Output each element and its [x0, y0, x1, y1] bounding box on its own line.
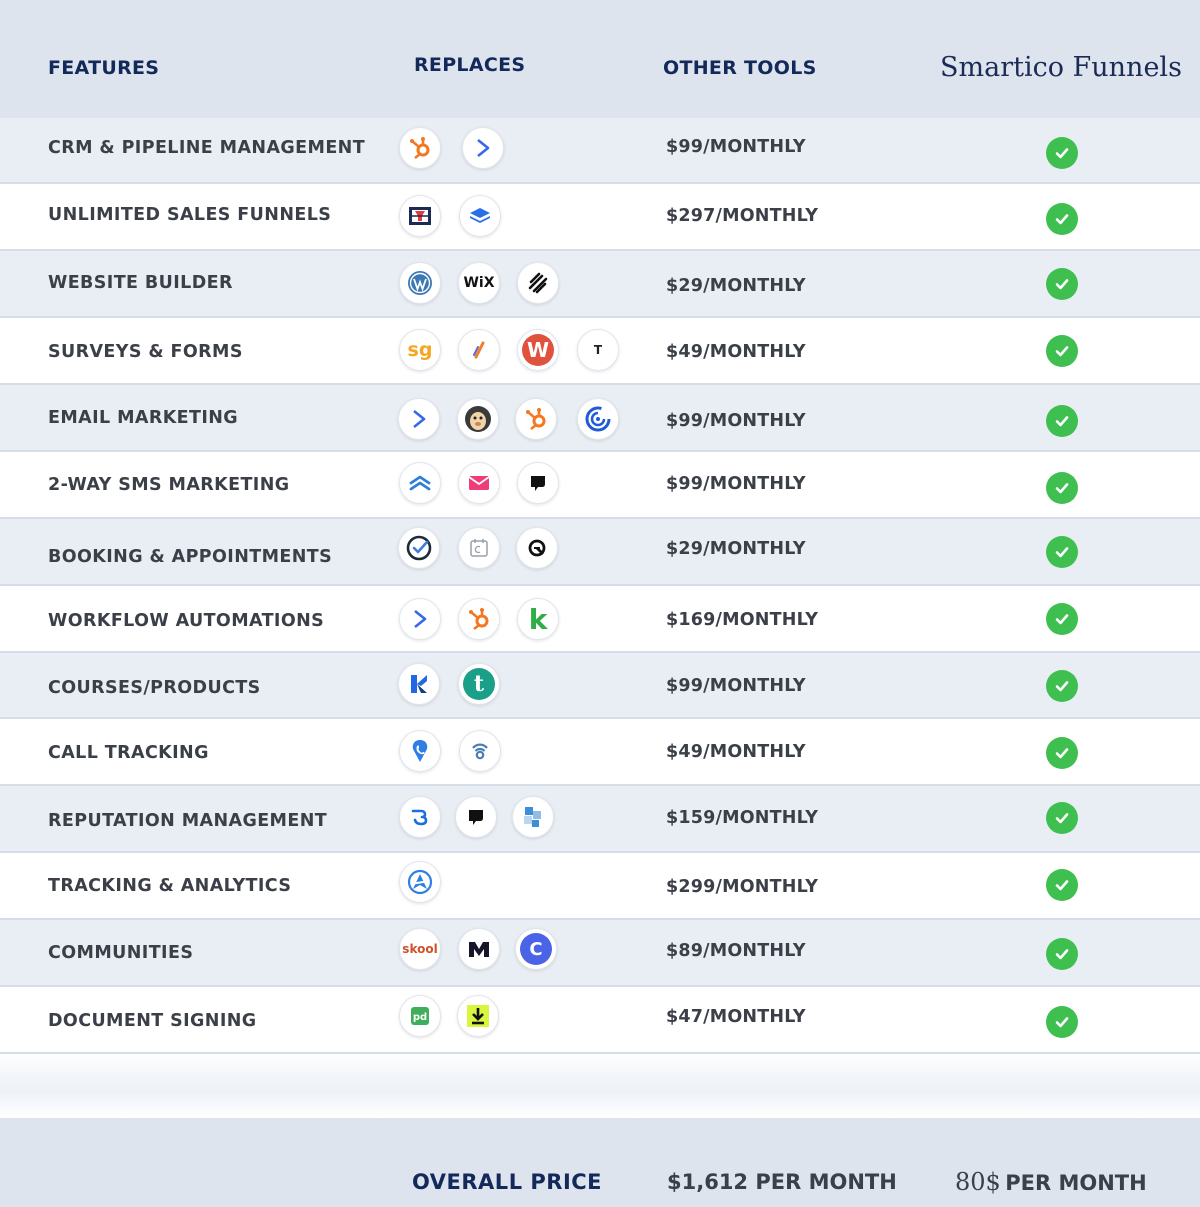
constantcontact-icon — [577, 398, 619, 440]
table-row — [0, 452, 1200, 519]
feature-label: CALL TRACKING — [48, 743, 209, 763]
activecampaign-icon — [398, 398, 440, 440]
typeform-icon: T — [577, 329, 619, 371]
wufoo-icon: W — [517, 329, 559, 371]
other-tools-column-heading: OTHER TOOLS — [663, 57, 817, 79]
other-tools-price: $29/MONTHLY — [666, 539, 806, 559]
other-tools-price: $299/MONTHLY — [666, 877, 819, 897]
table-row — [0, 920, 1200, 987]
check-icon — [1046, 335, 1078, 367]
smartico-total-price — [955, 1168, 1147, 1196]
hubspot-icon — [515, 398, 557, 440]
table-row — [0, 719, 1200, 786]
feature-label: WORKFLOW AUTOMATIONS — [48, 611, 325, 631]
check-icon — [1046, 137, 1078, 169]
hubspot-icon — [399, 127, 441, 169]
feature-label: REPUTATION MANAGEMENT — [48, 811, 328, 831]
check-icon — [1046, 472, 1078, 504]
wordpress-icon — [399, 262, 441, 304]
scheduleonce-icon — [516, 527, 558, 569]
table-row — [0, 385, 1200, 452]
table-header — [0, 0, 1200, 118]
svg-text:pd: pd — [412, 1012, 428, 1023]
circle-icon: C — [515, 928, 557, 970]
other-tools-price: $169/MONTHLY — [666, 610, 819, 630]
table-row — [0, 853, 1200, 920]
other-tools-total-price: $1,612 PER MONTH — [667, 1170, 897, 1194]
spacer — [0, 1054, 1200, 1118]
other-tools-price: $47/MONTHLY — [666, 1007, 806, 1027]
other-tools-price: $99/MONTHLY — [666, 137, 806, 157]
table-row — [0, 118, 1200, 184]
other-tools-price: $297/MONTHLY — [666, 206, 819, 226]
smartico-price-amount: 80$ — [955, 1168, 1001, 1196]
mailgun-icon — [458, 462, 500, 504]
mailchimp-icon — [457, 398, 499, 440]
table-row — [0, 184, 1200, 251]
table-row — [0, 519, 1200, 586]
check-icon — [1046, 737, 1078, 769]
features-column-heading: FEATURES — [48, 57, 160, 79]
acuity-icon — [398, 527, 440, 569]
leadpages-icon — [459, 195, 501, 237]
pandadoc-icon — [399, 995, 441, 1037]
mighty-networks-icon — [458, 928, 500, 970]
other-tools-price: $159/MONTHLY — [666, 808, 819, 828]
feature-label: UNLIMITED SALES FUNNELS — [48, 205, 332, 225]
table-row — [0, 318, 1200, 385]
podium-icon — [455, 796, 497, 838]
wix-icon: WiX — [458, 262, 500, 304]
jotform-icon — [458, 329, 500, 371]
other-tools-price: $49/MONTHLY — [666, 342, 806, 362]
activecampaign-icon — [399, 598, 441, 640]
check-icon — [1046, 405, 1078, 437]
table-row — [0, 653, 1200, 719]
other-tools-price: $99/MONTHLY — [666, 676, 806, 696]
hubspot-icon — [458, 598, 500, 640]
check-icon — [1046, 536, 1078, 568]
squarespace-icon — [517, 262, 559, 304]
smartico-price-period: PER MONTH — [1005, 1171, 1147, 1195]
feature-label: 2-WAY SMS MARKETING — [48, 475, 290, 495]
feature-label: BOOKING & APPOINTMENTS — [48, 547, 333, 567]
overall-price-label: OVERALL PRICE — [412, 1170, 603, 1194]
kajabi-icon — [398, 663, 440, 705]
yext-icon — [512, 796, 554, 838]
check-icon — [1046, 670, 1078, 702]
feature-label: WEBSITE BUILDER — [48, 273, 233, 293]
activecampaign-icon — [462, 127, 504, 169]
check-icon — [1046, 1006, 1078, 1038]
keap-icon: k — [517, 598, 559, 640]
smartico-funnels-column-heading: Smartico Funnels — [940, 52, 1182, 83]
skool-icon: skool — [399, 928, 441, 970]
feature-label: COURSES/PRODUCTS — [48, 678, 261, 698]
check-icon — [1046, 268, 1078, 300]
feature-label: EMAIL MARKETING — [48, 408, 239, 428]
docusign-icon — [457, 995, 499, 1037]
surveygizmo-icon: sg — [399, 329, 441, 371]
feature-label: COMMUNITIES — [48, 943, 194, 963]
check-icon — [1046, 802, 1078, 834]
replaces-column-heading: REPLACES — [414, 54, 526, 76]
calltrackingmetrics-icon — [399, 730, 441, 772]
analytics-icon — [399, 861, 441, 903]
calendar-icon — [458, 527, 500, 569]
callrail-icon — [459, 730, 501, 772]
feature-label: CRM & PIPELINE MANAGEMENT — [48, 138, 366, 158]
check-icon — [1046, 203, 1078, 235]
other-tools-price: $99/MONTHLY — [666, 411, 806, 431]
table-row — [0, 251, 1200, 318]
check-icon — [1046, 603, 1078, 635]
feature-label: TRACKING & ANALYTICS — [48, 876, 292, 896]
table-row — [0, 786, 1200, 853]
other-tools-price: $89/MONTHLY — [666, 941, 806, 961]
podium-icon — [517, 462, 559, 504]
check-icon — [1046, 869, 1078, 901]
clickfunnels-icon — [399, 195, 441, 237]
feature-label: SURVEYS & FORMS — [48, 342, 243, 362]
teachable-icon: t — [458, 663, 500, 705]
table-row — [0, 987, 1200, 1054]
check-icon — [1046, 938, 1078, 970]
other-tools-price: $49/MONTHLY — [666, 742, 806, 762]
other-tools-price: $29/MONTHLY — [666, 276, 806, 296]
feature-label: DOCUMENT SIGNING — [48, 1011, 257, 1031]
other-tools-price: $99/MONTHLY — [666, 474, 806, 494]
birdeye-icon — [399, 796, 441, 838]
table-row — [0, 586, 1200, 653]
textmagic-icon — [399, 462, 441, 504]
